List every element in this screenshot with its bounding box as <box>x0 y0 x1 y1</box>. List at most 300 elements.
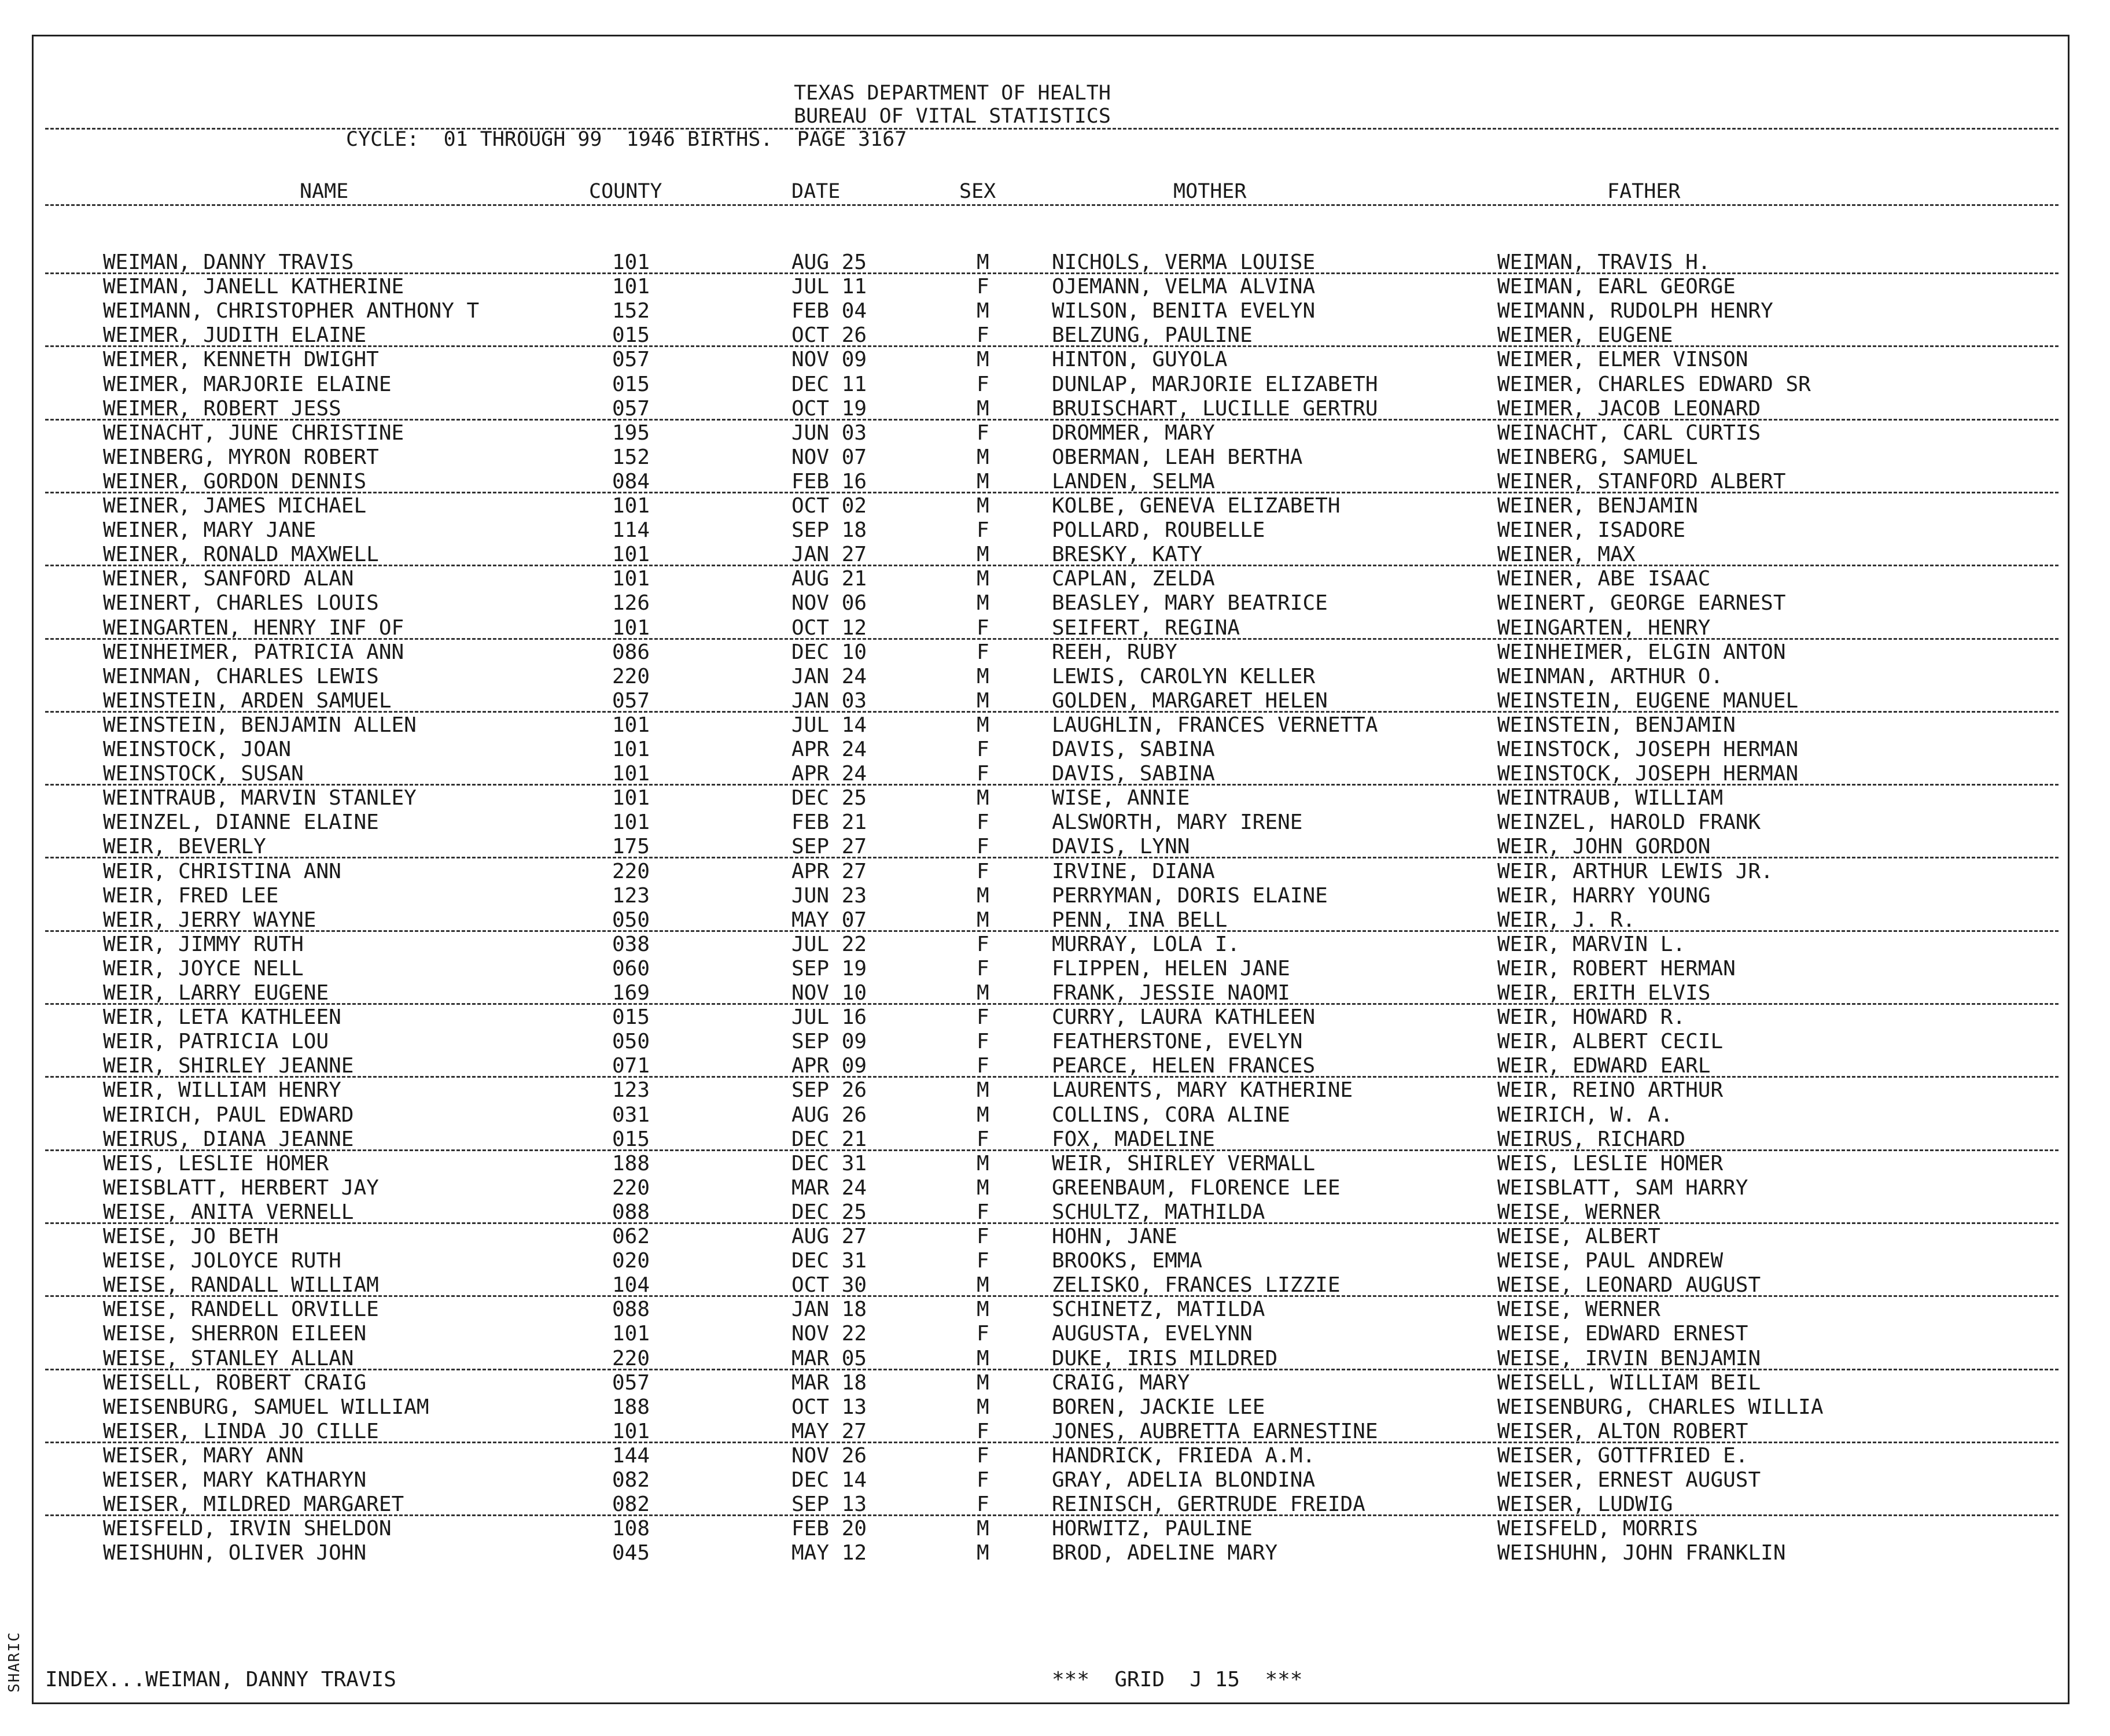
row-divider <box>45 272 2059 274</box>
cell-name: WEISFELD, IRVIN SHELDON <box>103 1517 392 1541</box>
cell-sex: F <box>977 859 989 883</box>
cell-father: WEISE, EDWARD ERNEST <box>1497 1322 1748 1346</box>
cell-father: WEIMER, ELMER VINSON <box>1497 348 1748 372</box>
cell-mother: COLLINS, CORA ALINE <box>1052 1103 1290 1127</box>
cell-county: 050 <box>612 1030 650 1054</box>
cell-sex: F <box>977 1225 989 1248</box>
cell-father: WEIR, REINO ARTHUR <box>1497 1078 1724 1103</box>
cell-date: OCT 26 <box>791 323 867 348</box>
table-row <box>34 1492 2068 1517</box>
table-row <box>34 470 2068 494</box>
cell-sex: M <box>977 1541 989 1565</box>
cell-sex: M <box>977 981 989 1005</box>
cell-mother: ZELISKO, FRANCES LIZZIE <box>1052 1273 1341 1298</box>
cell-county: 169 <box>612 981 650 1005</box>
row-divider <box>45 492 2059 493</box>
cell-sex: M <box>977 396 989 421</box>
column-header-county: COUNTY <box>589 180 662 203</box>
cell-county: 101 <box>612 567 650 591</box>
cell-county: 086 <box>612 640 650 664</box>
table-row <box>34 1005 2068 1030</box>
cell-sex: F <box>977 323 989 348</box>
cell-date: APR 27 <box>791 859 867 883</box>
cell-name: WEIMANN, CHRISTOPHER ANTHONY T <box>103 299 480 323</box>
cell-mother: KOLBE, GENEVA ELIZABETH <box>1052 494 1341 518</box>
cell-father: WEIR, EDWARD EARL <box>1497 1054 1711 1078</box>
cell-date: AUG 27 <box>791 1225 867 1248</box>
cell-sex: F <box>977 1005 989 1030</box>
cell-name: WEINER, JAMES MICHAEL <box>103 494 367 518</box>
cell-sex: F <box>977 1468 989 1492</box>
cell-name: WEIMER, JUDITH ELAINE <box>103 323 367 348</box>
cell-mother: HOHN, JANE <box>1052 1225 1177 1248</box>
table-row <box>34 1030 2068 1054</box>
cell-name: WEIS, LESLIE HOMER <box>103 1151 329 1175</box>
cell-county: 101 <box>612 494 650 518</box>
table-row <box>34 1298 2068 1322</box>
cell-mother: LANDEN, SELMA <box>1052 469 1215 493</box>
cell-date: NOV 10 <box>791 981 867 1005</box>
cell-date: OCT 13 <box>791 1395 867 1419</box>
cell-sex: F <box>977 421 989 445</box>
cell-mother: BRESKY, KATY <box>1052 543 1203 567</box>
table-row <box>34 786 2068 810</box>
cell-mother: BELZUNG, PAULINE <box>1052 323 1253 348</box>
cell-mother: LEWIS, CAROLYN KELLER <box>1052 664 1316 688</box>
table-row <box>34 1078 2068 1103</box>
cell-county: 220 <box>612 859 650 883</box>
cell-date: APR 09 <box>791 1054 867 1078</box>
cell-sex: M <box>977 688 989 713</box>
table-row <box>34 1347 2068 1371</box>
row-divider <box>45 711 2059 713</box>
cell-father: WEIMER, EUGENE <box>1497 323 1673 348</box>
cell-county: 101 <box>612 810 650 835</box>
cell-county: 057 <box>612 396 650 421</box>
cell-county: 101 <box>612 1419 650 1443</box>
cell-date: JUL 22 <box>791 932 867 956</box>
cell-sex: M <box>977 445 989 469</box>
cell-county: 101 <box>612 738 650 761</box>
cell-name: WEINZEL, DIANNE ELAINE <box>103 810 379 835</box>
cell-mother: FOX, MADELINE <box>1052 1127 1215 1151</box>
cell-county: 220 <box>612 1346 650 1370</box>
cell-father: WEISENBURG, CHARLES WILLIA <box>1497 1395 1824 1419</box>
cell-date: AUG 26 <box>791 1103 867 1127</box>
cell-sex: M <box>977 908 989 932</box>
table-row <box>34 543 2068 567</box>
cell-name: WEISBLATT, HERBERT JAY <box>103 1175 379 1200</box>
cell-date: JAN 18 <box>791 1298 867 1322</box>
cell-date: DEC 31 <box>791 1249 867 1273</box>
cell-mother: HANDRICK, FRIEDA A.M. <box>1052 1443 1316 1468</box>
cell-date: SEP 26 <box>791 1078 867 1103</box>
table-row <box>34 421 2068 445</box>
cell-name: WEIMAN, DANNY TRAVIS <box>103 250 354 274</box>
cell-date: NOV 22 <box>791 1322 867 1346</box>
cell-father: WEIR, ROBERT HERMAN <box>1497 956 1736 981</box>
cell-father: WEIS, LESLIE HOMER <box>1497 1151 1724 1175</box>
cell-sex: M <box>977 1078 989 1103</box>
table-row <box>34 397 2068 421</box>
cell-county: 144 <box>612 1443 650 1468</box>
cell-father: WEIR, HOWARD R. <box>1497 1005 1686 1030</box>
cell-name: WEISELL, ROBERT CRAIG <box>103 1370 367 1395</box>
cell-sex: F <box>977 1249 989 1273</box>
cell-county: 015 <box>612 323 650 348</box>
cell-date: DEC 21 <box>791 1127 867 1151</box>
cell-date: OCT 12 <box>791 615 867 640</box>
cell-name: WEISER, MARY KATHARYN <box>103 1468 367 1492</box>
cell-mother: BROOKS, EMMA <box>1052 1249 1203 1273</box>
cell-date: SEP 27 <box>791 835 867 859</box>
cell-county: 114 <box>612 518 650 543</box>
cell-date: DEC 25 <box>791 1200 867 1224</box>
table-row <box>34 860 2068 884</box>
cell-name: WEISE, JO BETH <box>103 1225 279 1248</box>
cell-sex: F <box>977 1322 989 1346</box>
cell-sex: F <box>977 738 989 761</box>
cell-sex: M <box>977 299 989 323</box>
cell-sex: F <box>977 275 989 299</box>
table-row <box>34 494 2068 518</box>
row-divider <box>45 1442 2059 1443</box>
cell-name: WEISE, STANLEY ALLAN <box>103 1346 354 1370</box>
cell-date: SEP 18 <box>791 518 867 543</box>
cell-father: WEISHUHN, JOHN FRANKLIN <box>1497 1541 1786 1565</box>
cell-sex: M <box>977 1517 989 1541</box>
cell-mother: NICHOLS, VERMA LOUISE <box>1052 250 1316 274</box>
cell-county: 188 <box>612 1151 650 1175</box>
cell-date: FEB 16 <box>791 469 867 493</box>
cell-name: WEISER, MILDRED MARGARET <box>103 1492 404 1517</box>
cell-father: WEIRUS, RICHARD <box>1497 1127 1686 1151</box>
cell-name: WEINER, RONALD MAXWELL <box>103 543 379 567</box>
cell-mother: PEARCE, HELEN FRANCES <box>1052 1054 1316 1078</box>
cell-county: 101 <box>612 713 650 737</box>
cell-sex: M <box>977 1395 989 1419</box>
cell-sex: F <box>977 1443 989 1468</box>
cell-date: MAY 27 <box>791 1419 867 1443</box>
cell-date: FEB 21 <box>791 810 867 835</box>
cell-mother: REEH, RUBY <box>1052 640 1177 664</box>
cell-name: WEIR, LARRY EUGENE <box>103 981 329 1005</box>
cell-name: WEISE, JOLOYCE RUTH <box>103 1249 341 1273</box>
cell-sex: M <box>977 469 989 493</box>
cycle-line: CYCLE: 01 THROUGH 99 1946 BIRTHS. PAGE 3167 <box>346 128 907 151</box>
cell-sex: M <box>977 1346 989 1370</box>
cell-date: DEC 25 <box>791 786 867 810</box>
cell-name: WEISHUHN, OLIVER JOHN <box>103 1541 367 1565</box>
cell-date: JAN 27 <box>791 543 867 567</box>
table-row <box>34 762 2068 786</box>
cell-name: WEINBERG, MYRON ROBERT <box>103 445 379 469</box>
cell-date: FEB 20 <box>791 1517 867 1541</box>
cell-father: WEINER, ABE ISAAC <box>1497 567 1711 591</box>
cell-sex: M <box>977 1151 989 1175</box>
cell-county: 045 <box>612 1541 650 1565</box>
cell-mother: GOLDEN, MARGARET HELEN <box>1052 688 1328 713</box>
cell-mother: DAVIS, SABINA <box>1052 762 1215 786</box>
cell-mother: DROMMER, MARY <box>1052 421 1215 445</box>
cell-date: OCT 02 <box>791 494 867 518</box>
cell-name: WEINERT, CHARLES LOUIS <box>103 591 379 615</box>
row-divider <box>45 1222 2059 1224</box>
cell-mother: WISE, ANNIE <box>1052 786 1190 810</box>
cell-father: WEISBLATT, SAM HARRY <box>1497 1175 1748 1200</box>
cell-sex: M <box>977 591 989 615</box>
cell-father: WEISFELD, MORRIS <box>1497 1517 1698 1541</box>
cell-father: WEINACHT, CARL CURTIS <box>1497 421 1761 445</box>
cell-name: WEIR, CHRISTINA ANN <box>103 859 341 883</box>
cell-mother: PERRYMAN, DORIS ELAINE <box>1052 883 1328 908</box>
cell-father: WEIMAN, TRAVIS H. <box>1497 250 1711 274</box>
cell-mother: CURRY, LAURA KATHLEEN <box>1052 1005 1316 1030</box>
cell-name: WEISER, MARY ANN <box>103 1443 304 1468</box>
table-row <box>34 1249 2068 1273</box>
table-row <box>34 738 2068 762</box>
cell-date: SEP 13 <box>791 1492 867 1517</box>
cell-county: 101 <box>612 762 650 786</box>
cell-name: WEINER, GORDON DENNIS <box>103 469 367 493</box>
cell-father: WEIR, HARRY YOUNG <box>1497 883 1711 908</box>
cell-date: NOV 06 <box>791 591 867 615</box>
cell-name: WEIR, JERRY WAYNE <box>103 908 316 932</box>
cell-name: WEINSTEIN, ARDEN SAMUEL <box>103 688 392 713</box>
cell-father: WEIR, JOHN GORDON <box>1497 835 1711 859</box>
cell-father: WEINERT, GEORGE EARNEST <box>1497 591 1786 615</box>
cell-mother: SEIFERT, REGINA <box>1052 615 1240 640</box>
cell-father: WEIR, ALBERT CECIL <box>1497 1030 1724 1054</box>
cell-sex: F <box>977 1030 989 1054</box>
cell-sex: M <box>977 567 989 591</box>
cell-mother: DAVIS, SABINA <box>1052 738 1215 761</box>
cell-father: WEISE, WERNER <box>1497 1200 1660 1224</box>
cell-father: WEINER, BENJAMIN <box>1497 494 1698 518</box>
cell-county: 220 <box>612 1175 650 1200</box>
cell-date: JUN 23 <box>791 883 867 908</box>
cell-mother: OJEMANN, VELMA ALVINA <box>1052 275 1316 299</box>
cell-mother: PENN, INA BELL <box>1052 908 1228 932</box>
cell-county: 101 <box>612 275 650 299</box>
table-row <box>34 1200 2068 1225</box>
table-row <box>34 1395 2068 1420</box>
cell-date: JAN 24 <box>791 664 867 688</box>
table-row <box>34 713 2068 738</box>
cell-sex: M <box>977 1273 989 1298</box>
cell-sex: M <box>977 543 989 567</box>
cell-date: MAY 07 <box>791 908 867 932</box>
table-row <box>34 957 2068 981</box>
row-divider <box>45 1369 2059 1370</box>
cell-name: WEINHEIMER, PATRICIA ANN <box>103 640 404 664</box>
table-row <box>34 1468 2068 1492</box>
cell-mother: REINISCH, GERTRUDE FREIDA <box>1052 1492 1365 1517</box>
table-row <box>34 591 2068 615</box>
table-row <box>34 810 2068 835</box>
cell-mother: BROD, ADELINE MARY <box>1052 1541 1278 1565</box>
cell-date: SEP 09 <box>791 1030 867 1054</box>
table-row <box>34 299 2068 323</box>
cell-county: 220 <box>612 664 650 688</box>
cell-mother: MURRAY, LOLA I. <box>1052 932 1240 956</box>
cell-father: WEINER, MAX <box>1497 543 1636 567</box>
cell-date: AUG 25 <box>791 250 867 274</box>
table-row <box>34 932 2068 957</box>
cell-name: WEIR, LETA KATHLEEN <box>103 1005 341 1030</box>
cell-name: WEISE, RANDELL ORVILLE <box>103 1298 379 1322</box>
cell-county: 082 <box>612 1492 650 1517</box>
cell-date: DEC 31 <box>791 1151 867 1175</box>
row-divider <box>45 1295 2059 1297</box>
cell-date: JUL 14 <box>791 713 867 737</box>
cell-name: WEIR, JIMMY RUTH <box>103 932 304 956</box>
cell-date: MAR 24 <box>791 1175 867 1200</box>
cell-name: WEISE, SHERRON EILEEN <box>103 1322 367 1346</box>
cell-county: 038 <box>612 932 650 956</box>
row-divider <box>45 784 2059 786</box>
cell-county: 015 <box>612 1127 650 1151</box>
table-row <box>34 1444 2068 1468</box>
cell-father: WEIR, MARVIN L. <box>1497 932 1686 956</box>
cell-mother: IRVINE, DIANA <box>1052 859 1215 883</box>
cell-name: WEISER, LINDA JO CILLE <box>103 1419 379 1443</box>
cell-date: JUN 03 <box>791 421 867 445</box>
cell-father: WEIMAN, EARL GEORGE <box>1497 275 1736 299</box>
bureau-title: BUREAU OF VITAL STATISTICS <box>794 105 1111 128</box>
table-row <box>34 640 2068 665</box>
cell-sex: M <box>977 348 989 372</box>
table-row <box>34 1225 2068 1249</box>
cell-mother: WILSON, BENITA EVELYN <box>1052 299 1316 323</box>
cell-father: WEISER, ALTON ROBERT <box>1497 1419 1748 1443</box>
cell-county: 015 <box>612 1005 650 1030</box>
cell-mother: HINTON, GUYOLA <box>1052 348 1228 372</box>
cell-county: 123 <box>612 1078 650 1103</box>
cell-date: OCT 30 <box>791 1273 867 1298</box>
table-row <box>34 1541 2068 1565</box>
cell-date: SEP 19 <box>791 956 867 981</box>
cell-date: MAR 18 <box>791 1370 867 1395</box>
column-header-sex: SEX <box>959 180 996 203</box>
cell-county: 057 <box>612 1370 650 1395</box>
table-row <box>34 1517 2068 1541</box>
cell-name: WEIMER, MARJORIE ELAINE <box>103 372 392 396</box>
cell-sex: M <box>977 713 989 737</box>
row-divider <box>45 345 2059 347</box>
cell-father: WEINGARTEN, HENRY <box>1497 615 1711 640</box>
cell-date: AUG 21 <box>791 567 867 591</box>
cell-sex: M <box>977 1298 989 1322</box>
cell-sex: F <box>977 372 989 396</box>
table-row <box>34 616 2068 640</box>
table-row <box>34 1103 2068 1127</box>
row-divider <box>45 930 2059 932</box>
cell-name: WEIMER, KENNETH DWIGHT <box>103 348 379 372</box>
department-title: TEXAS DEPARTMENT OF HEALTH <box>794 82 1111 105</box>
cell-county: 060 <box>612 956 650 981</box>
cell-father: WEISE, LEONARD AUGUST <box>1497 1273 1761 1298</box>
cell-sex: F <box>977 1200 989 1224</box>
cell-sex: F <box>977 1054 989 1078</box>
cell-date: MAR 05 <box>791 1346 867 1370</box>
cell-father: WEISE, PAUL ANDREW <box>1497 1249 1724 1273</box>
table-row <box>34 445 2068 470</box>
table-row <box>34 250 2068 275</box>
column-header-father: FATHER <box>1607 180 1681 203</box>
cell-sex: M <box>977 883 989 908</box>
cell-mother: HORWITZ, PAULINE <box>1052 1517 1253 1541</box>
cell-county: 175 <box>612 835 650 859</box>
cell-name: WEISE, RANDALL WILLIAM <box>103 1273 379 1298</box>
cell-father: WEINSTEIN, EUGENE MANUEL <box>1497 688 1799 713</box>
table-row <box>34 1176 2068 1200</box>
table-row <box>34 884 2068 908</box>
cell-name: WEINACHT, JUNE CHRISTINE <box>103 421 404 445</box>
table-row <box>34 665 2068 689</box>
cell-county: 057 <box>612 688 650 713</box>
cell-father: WEIR, J. R. <box>1497 908 1636 932</box>
row-divider <box>45 565 2059 566</box>
cell-sex: F <box>977 762 989 786</box>
cell-mother: DUNLAP, MARJORIE ELIZABETH <box>1052 372 1378 396</box>
cell-father: WEIMER, CHARLES EDWARD SR <box>1497 372 1811 396</box>
table-row <box>34 567 2068 591</box>
cell-county: 071 <box>612 1054 650 1078</box>
divider <box>45 204 2059 206</box>
cell-county: 101 <box>612 543 650 567</box>
cell-name: WEISENBURG, SAMUEL WILLIAM <box>103 1395 429 1419</box>
cell-mother: JONES, AUBRETTA EARNESTINE <box>1052 1419 1378 1443</box>
table-row <box>34 518 2068 543</box>
cell-county: 050 <box>612 908 650 932</box>
cell-name: WEIR, JOYCE NELL <box>103 956 304 981</box>
table-row <box>34 275 2068 299</box>
cell-mother: POLLARD, ROUBELLE <box>1052 518 1265 543</box>
cell-name: WEINSTOCK, SUSAN <box>103 762 304 786</box>
cell-sex: F <box>977 518 989 543</box>
row-divider <box>45 857 2059 858</box>
cell-father: WEINSTOCK, JOSEPH HERMAN <box>1497 762 1799 786</box>
column-header-name: NAME <box>300 180 349 203</box>
cell-father: WEINTRAUB, WILLIAM <box>1497 786 1724 810</box>
cell-mother: AUGUSTA, EVELYNN <box>1052 1322 1253 1346</box>
cell-sex: M <box>977 786 989 810</box>
cell-date: FEB 04 <box>791 299 867 323</box>
cell-father: WEINSTEIN, BENJAMIN <box>1497 713 1736 737</box>
row-divider <box>45 1149 2059 1151</box>
cell-county: 015 <box>612 372 650 396</box>
cell-sex: M <box>977 250 989 274</box>
cell-father: WEINER, STANFORD ALBERT <box>1497 469 1786 493</box>
cell-name: WEINMAN, CHARLES LEWIS <box>103 664 379 688</box>
cell-mother: WEIR, SHIRLEY VERMALL <box>1052 1151 1316 1175</box>
cell-county: 101 <box>612 1322 650 1346</box>
cell-mother: CRAIG, MARY <box>1052 1370 1190 1395</box>
cell-county: 152 <box>612 299 650 323</box>
cell-father: WEISE, IRVIN BENJAMIN <box>1497 1346 1761 1370</box>
cell-mother: CAPLAN, ZELDA <box>1052 567 1215 591</box>
side-label: SHARIC <box>6 1631 23 1693</box>
cell-sex: F <box>977 835 989 859</box>
cell-mother: LAURENTS, MARY KATHERINE <box>1052 1078 1353 1103</box>
table-row <box>34 1273 2068 1298</box>
cell-father: WEIR, ARTHUR LEWIS JR. <box>1497 859 1773 883</box>
cell-date: JAN 03 <box>791 688 867 713</box>
cell-name: WEIR, SHIRLEY JEANNE <box>103 1054 354 1078</box>
cell-mother: SCHINETZ, MATILDA <box>1052 1298 1265 1322</box>
cell-father: WEINER, ISADORE <box>1497 518 1686 543</box>
